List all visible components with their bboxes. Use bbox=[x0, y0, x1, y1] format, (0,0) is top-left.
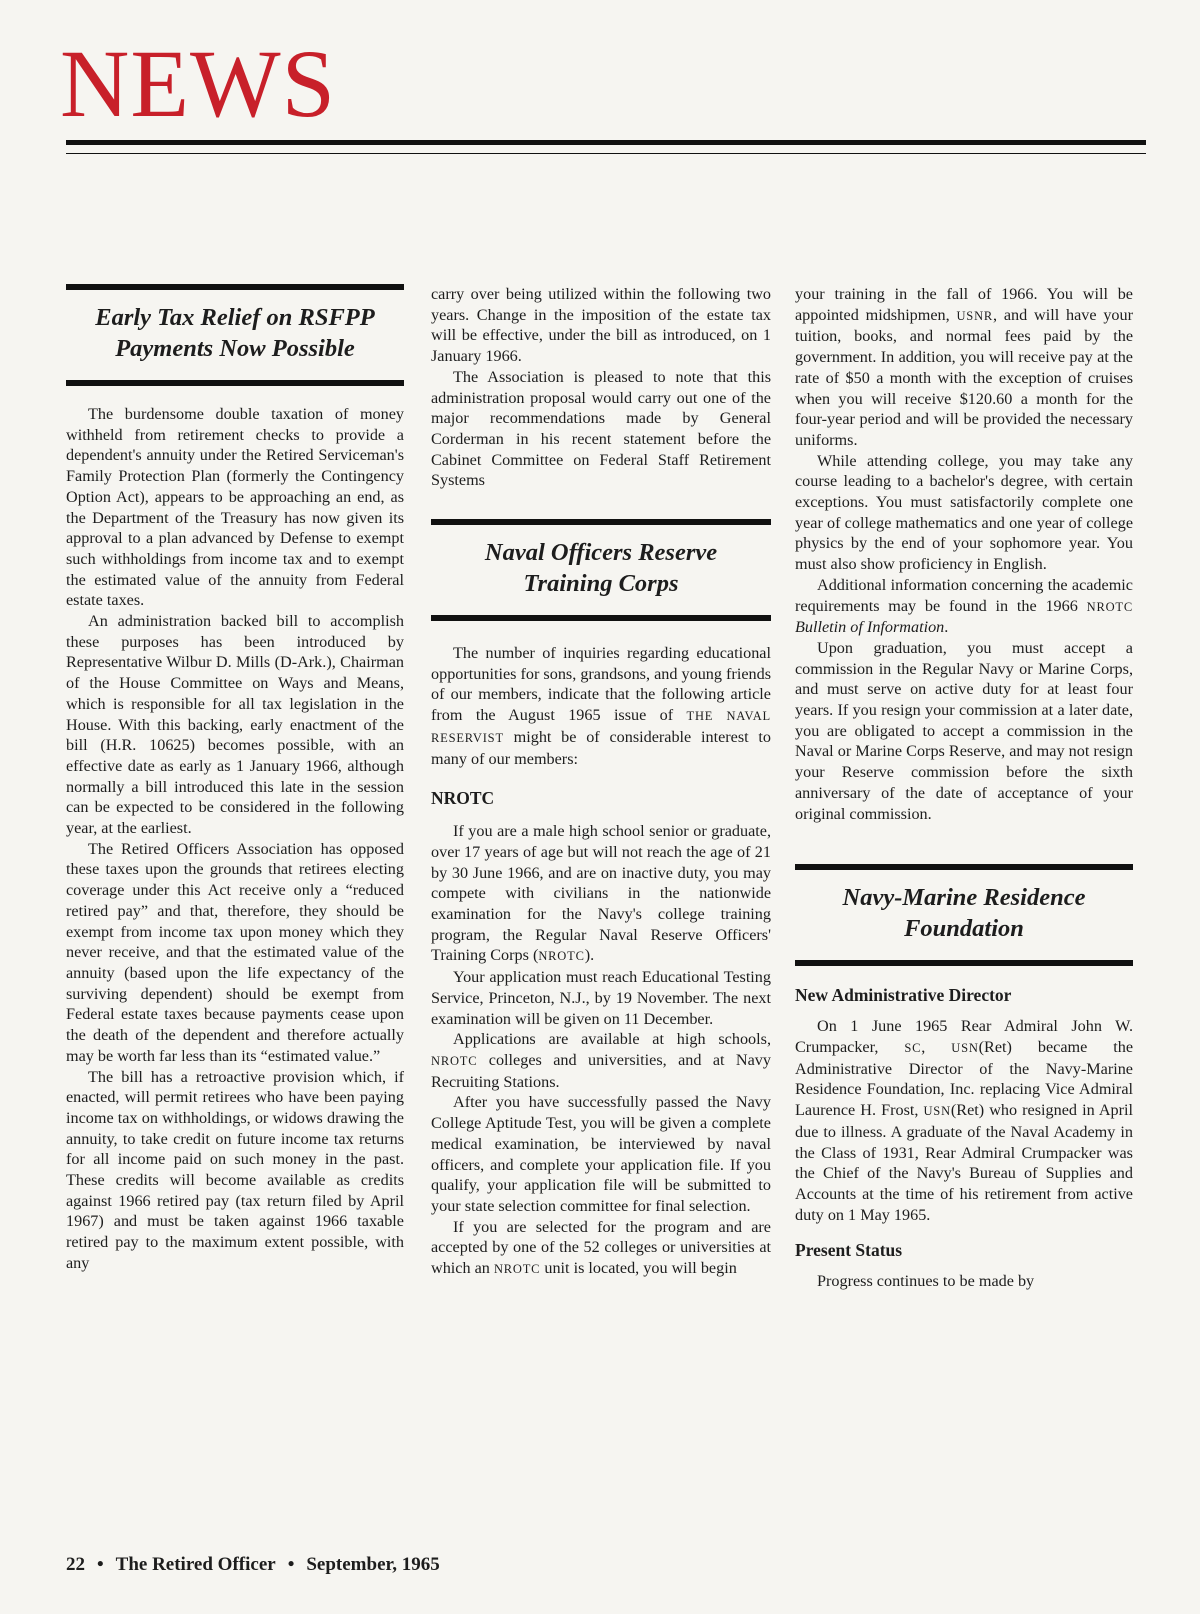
headline-rule-top bbox=[66, 284, 404, 290]
column-2 bbox=[431, 284, 771, 1280]
column-1 bbox=[66, 284, 404, 1274]
headline-nrotc: Naval Officers Reserve Training Corps bbox=[484, 539, 718, 598]
masthead-rule-thin bbox=[66, 153, 1146, 154]
publication-name: The Retired Officer bbox=[115, 1554, 276, 1575]
paragraph: carry over being utilized within the following two years. Change in the imposition of the estate tax will be effective, under the bill as introduced, on 1 January 1966. bbox=[431, 285, 771, 366]
masthead-rule-thick bbox=[66, 140, 1146, 145]
subhead-nrotc: NROTC bbox=[431, 788, 495, 809]
headline-rule-bottom bbox=[795, 960, 1133, 966]
paragraph: An administration backed bill to accomplish these purposes has been introduced by Representative Wilbur D. Mills (D-Ark.), Chairman of the House Committee on Ways and Means, which is responsible for all tax legislation in the House. With this backing, early enactment of the bill (H.R. 10625) becomes possible, with an effective date as early as 1 January 1966, although normally a bill introduced this late in the session can be expected to be considered in the following year, at the earliest. bbox=[66, 612, 404, 838]
paragraph: Applications are available at high schools, NROTC colleges and universities, and at Navy Recruiting Stations. bbox=[431, 1030, 771, 1091]
headline-rule-bottom bbox=[66, 380, 404, 386]
column-3 bbox=[795, 284, 1133, 1292]
headline-rule-top bbox=[795, 864, 1133, 870]
subhead-new-director: New Administrative Director bbox=[795, 985, 1012, 1006]
paragraph-intro: The number of inquiries regarding educational opportunities for sons, grandsons, and young friends of our members, indicate that the following article from the August 1965 issue of THE NAVAL RESERVIST might be of considerable interest to many of our members: bbox=[431, 644, 771, 768]
paragraph: Your application must reach Educational Testing Service, Princeton, N.J., by 19 November. The next examination will be given on 11 December. bbox=[431, 968, 771, 1028]
paragraph: On 1 June 1965 Rear Admiral John W. Crumpacker, SC, USN(Ret) became the Administrative Director of the Navy-Marine Residence Foundation, Inc. replacing Vice Admiral Laurence H. Frost, USN(Ret) who resigned in April due to illness. A graduate of the Naval Academy in the Class of 1931, Rear Admiral Crumpacker was the Chief of the Navy's Bureau of Supplies and Accounts at the time of his retirement from active duty on 1 May 1965. bbox=[795, 1017, 1134, 1224]
headline-tax-relief: Early Tax Relief on RSFPP Payments Now Possible bbox=[95, 304, 375, 362]
paragraph: Progress continues to be made by bbox=[817, 1272, 1035, 1291]
page-footer bbox=[66, 1554, 440, 1576]
paragraph: The Retired Officers Association has opposed these taxes upon the grounds that retirees electing coverage under this Act receive only a “reduced retired pay” and that, therefore, they should be exempt from income tax upon money which they never receive, and that the estimated value of the annuity (based upon the life expectancy of the surviving dependent) should be exempt from Federal estate taxes because payments cease upon the death of the dependent and therefore actually may be worth far less than its “estimated value.” bbox=[66, 839, 404, 1065]
paragraph: After you have successfully passed the Navy College Aptitude Test, you will be given a complete medical examination, be interviewed by naval officers, and complete your application file. If you qualify, your application file will be submitted to your state selection committee for final selection. bbox=[431, 1093, 771, 1215]
subhead-present-status: Present Status bbox=[795, 1240, 903, 1261]
masthead-news: NEWS bbox=[60, 30, 336, 137]
page-number: 22 bbox=[66, 1554, 85, 1575]
paragraph: Upon graduation, you must accept a commission in the Regular Navy or Marine Corps, and must serve on active duty for at least four years. If you resign your commission at a later date, you are obligated to accept a commission in the Naval or Marine Corps Reserve, and may not resign your Reserve commission before the sixth anniversary of the date of acceptance of your original commission. bbox=[795, 638, 1133, 823]
issue-date: September, 1965 bbox=[306, 1554, 440, 1575]
headline-rule-top bbox=[431, 519, 771, 525]
paragraph: If you are selected for the program and are accepted by one of the 52 colleges or universities at which an NROTC unit is located, you will begin bbox=[431, 1217, 771, 1278]
headline-rule-bottom bbox=[431, 615, 771, 621]
paragraph: Additional information concerning the academic requirements may be found in the 1966 NROTC Bulletin of Information. bbox=[795, 575, 1133, 637]
bullet-separator: • bbox=[97, 1554, 104, 1575]
headline-residence-foundation: Navy-Marine Residence Foundation bbox=[842, 884, 1086, 943]
paragraph: If you are a male high school senior or graduate, over 17 years of age but will not reach the age of 21 by 30 June 1966, and are on inactive duty, you may compete with civilians in the nationwide examination for the Navy's college training program, the Regular Naval Reserve Officers' Training Corps (NROTC). bbox=[431, 822, 771, 965]
paragraph: While attending college, you may take any course leading to a bachelor's degree, with certain exceptions. You must satisfactorily complete one year of college mathematics and one year of college physics by the end of your sophomore year. You must also show proficiency in English. bbox=[795, 451, 1133, 574]
paragraph: The Association is pleased to note that this administration proposal would carry out one of the major recommendations made by General Corderman in his recent statement before the Cabinet Committee on Federal Staff Retirement Systems bbox=[431, 367, 771, 490]
paragraph: The bill has a retroactive provision which, if enacted, will permit retirees who have been paying income tax on withholdings, or widows drawing the annuity, to take credit on future income tax returns for all income paid on such money in the past. These credits will become available as credits against 1966 retired pay (tax return filed by April 1967) and must be taken against 1966 taxable retired pay to the maximum extent possible, with any bbox=[66, 1067, 404, 1272]
paragraph: your training in the fall of 1966. You will be appointed midshipmen, USNR, and will have your tuition, books, and normal fees paid by the government. In addition, you will receive pay at the rate of $50 a month with the exception of cruises when you will receive $120.60 a month for the four-year period and will be provided the necessary uniforms. bbox=[795, 285, 1133, 449]
bullet-separator: • bbox=[287, 1554, 295, 1575]
paragraph: The burdensome double taxation of money withheld from retirement checks to provide a dependent's annuity under the Retired Serviceman's Family Protection Plan (formerly the Contingency Option Act), appears to be approaching an end, as the Department of the Treasury has now given its approval to a plan advanced by Defense to exempt such withholdings from income tax and to exempt the estimated value of the annuity from Federal estate taxes. bbox=[66, 405, 404, 610]
